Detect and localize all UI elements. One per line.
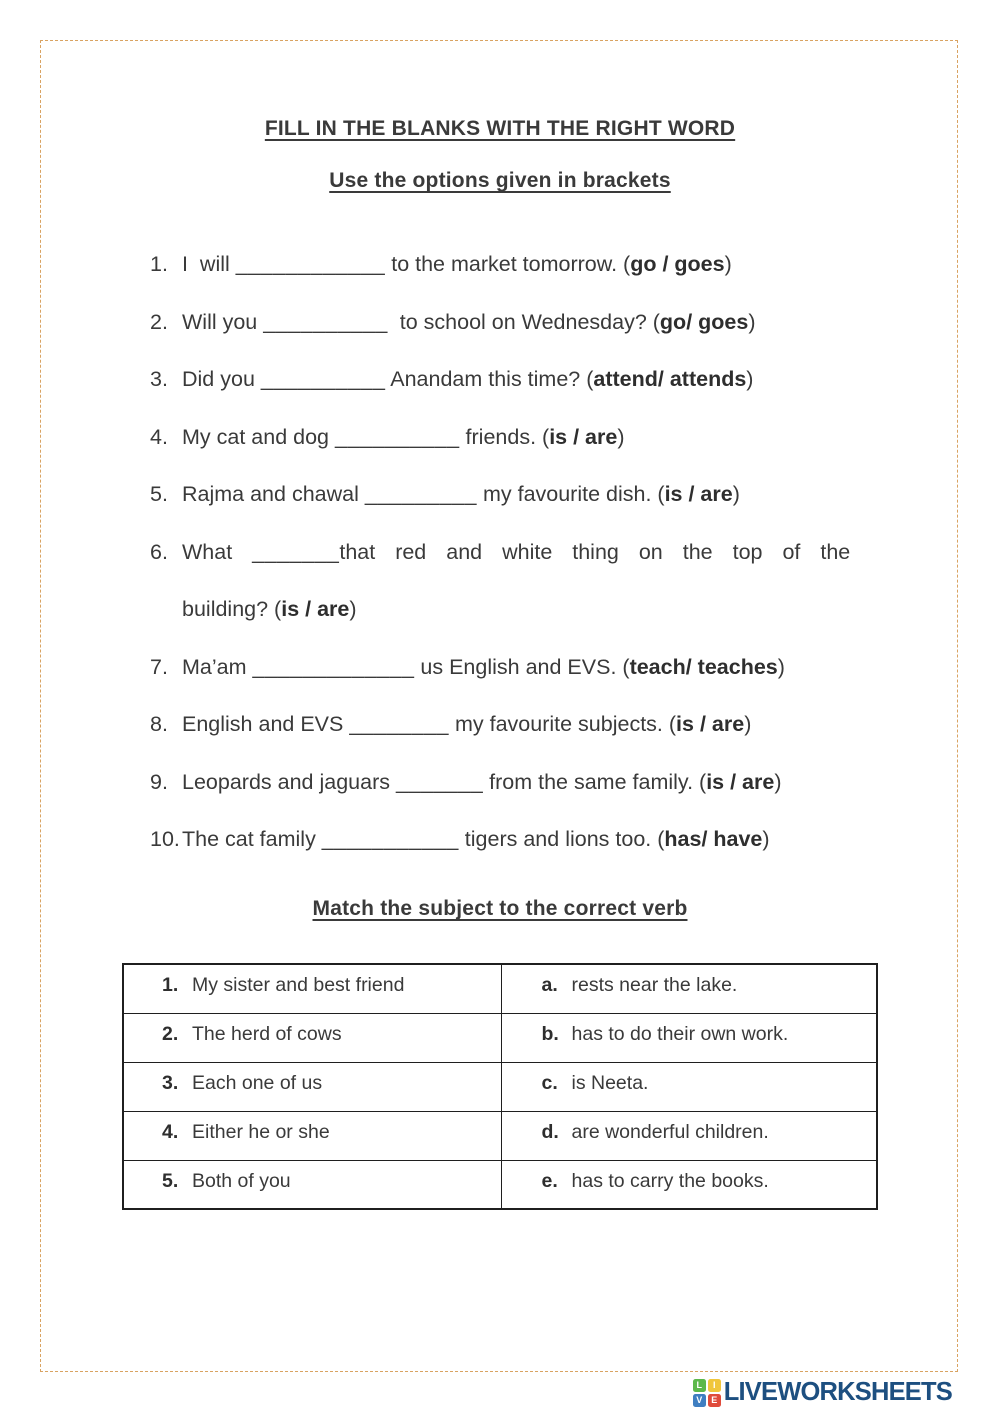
item-options: is / are — [706, 769, 775, 794]
verb-cell[interactable] — [501, 1062, 877, 1111]
item-options: has/ have — [664, 827, 763, 851]
item-options: is / are — [281, 597, 350, 621]
item-close-paren: ) — [617, 424, 625, 449]
answer-blank[interactable]: _________ — [364, 482, 477, 506]
row-number: 1. — [162, 974, 179, 996]
item-text-after: tigers and lions too. ( — [458, 827, 665, 851]
item-options: go / goes — [630, 252, 725, 276]
fill-item-9 — [150, 754, 884, 812]
answer-blank[interactable]: ___________ — [321, 827, 459, 851]
table-row — [123, 1111, 877, 1160]
verb-text: are wonderful children. — [571, 1120, 769, 1143]
item-close-paren: ) — [732, 482, 740, 506]
item-number: 3. — [150, 367, 168, 391]
fill-item-10 — [150, 811, 884, 869]
table-row — [123, 1013, 877, 1062]
match-table — [122, 963, 878, 1210]
answer-blank[interactable]: _____________ — [252, 654, 415, 679]
item-text-after: my favourite dish. ( — [476, 482, 665, 506]
item-text-after-line1: that red and white thing on the top of the — [339, 539, 851, 564]
fill-in-section — [150, 236, 884, 869]
verb-cell[interactable] — [501, 1111, 877, 1160]
answer-blank[interactable]: __________ — [334, 424, 460, 449]
logo-tile-i: I — [708, 1379, 721, 1392]
verb-cell[interactable] — [501, 1160, 877, 1209]
item-close-paren: ) — [746, 367, 754, 391]
item-text-before: What — [182, 539, 253, 564]
row-letter: e. — [541, 1169, 558, 1192]
row-letter: d. — [541, 1120, 559, 1143]
item-text-before: Will you — [182, 309, 264, 334]
row-number: 3. — [162, 1071, 179, 1094]
logo-tile-v: V — [693, 1394, 706, 1407]
worksheet-title: FILL IN THE BLANKS WITH THE RIGHT WORD — [264, 117, 736, 140]
item-close-paren: ) — [349, 597, 357, 621]
answer-blank[interactable]: ________ — [349, 712, 450, 736]
fill-item-4 — [150, 409, 884, 467]
row-letter: a. — [541, 974, 558, 996]
answer-blank[interactable]: ____________ — [235, 252, 386, 276]
item-text-before: Leopards and jaguars — [182, 769, 396, 794]
item-close-paren: ) — [762, 827, 770, 851]
brand-name: LIVEWORKSHEETS — [723, 1378, 952, 1406]
item-text-before: My cat and dog — [182, 424, 335, 449]
logo-tile-e: E — [708, 1394, 721, 1407]
item-text-before: The cat family — [182, 827, 322, 851]
item-text-after: us English and EVS. ( — [414, 654, 630, 679]
verb-cell[interactable] — [501, 964, 877, 1013]
item-number: 1. — [150, 252, 168, 276]
subject-cell[interactable] — [123, 964, 501, 1013]
verb-cell[interactable] — [501, 1013, 877, 1062]
item-number: 6. — [150, 539, 168, 564]
item-text-after: to the market tomorrow. ( — [385, 252, 631, 276]
item-text-after-line2: building? ( — [182, 597, 282, 621]
item-number: 9. — [150, 769, 168, 794]
item-options: attend/ attends — [593, 367, 747, 391]
match-section-heading: Match the subject to the correct verb — [312, 897, 688, 920]
item-text-before: Ma’am — [182, 654, 253, 679]
item-number: 7. — [150, 654, 168, 679]
fill-item-8 — [150, 696, 884, 754]
item-text-after: to school on Wednesday? ( — [387, 309, 660, 334]
answer-blank[interactable]: _______ — [395, 769, 484, 794]
item-close-paren: ) — [748, 309, 756, 334]
item-number: 4. — [150, 424, 168, 449]
verb-text: rests near the lake. — [571, 974, 738, 996]
table-row — [123, 1160, 877, 1209]
item-text-after: my favourite subjects. ( — [449, 712, 677, 736]
item-options: is / are — [664, 482, 733, 506]
verb-text: has to do their own work. — [571, 1022, 789, 1045]
item-text-before: English and EVS — [182, 712, 350, 736]
item-close-paren: ) — [774, 769, 782, 794]
subject-text: Either he or she — [192, 1120, 330, 1143]
item-number: 2. — [150, 309, 168, 334]
item-close-paren: ) — [777, 654, 785, 679]
verb-text: is Neeta. — [571, 1071, 649, 1094]
fill-item-1 — [150, 236, 884, 294]
item-number: 5. — [150, 482, 168, 506]
item-options: is / are — [549, 424, 618, 449]
item-number: 8. — [150, 712, 168, 736]
item-text-after: friends. ( — [459, 424, 550, 449]
answer-blank[interactable]: __________ — [263, 309, 388, 334]
item-close-paren: ) — [724, 252, 732, 276]
fill-item-5 — [150, 466, 884, 524]
item-text-before: I will — [182, 252, 236, 276]
liveworksheets-logo-link[interactable] — [693, 1378, 952, 1407]
liveworksheets-icon — [693, 1379, 721, 1407]
item-options: go/ goes — [659, 309, 749, 334]
item-text-after: Anandam this time? ( — [385, 367, 594, 391]
row-letter: c. — [541, 1071, 558, 1094]
subject-text: The herd of cows — [192, 1022, 342, 1045]
item-options: is / are — [676, 712, 745, 736]
verb-text: has to carry the books. — [571, 1169, 769, 1192]
answer-blank[interactable]: __________ — [260, 367, 386, 391]
row-number: 5. — [162, 1169, 179, 1192]
item-text-before: Rajma and chawal — [182, 482, 365, 506]
item-number: 10. — [150, 827, 180, 851]
subject-cell[interactable] — [123, 1062, 501, 1111]
fill-item-7 — [150, 639, 884, 697]
row-number: 4. — [162, 1120, 179, 1143]
subject-text: Each one of us — [192, 1071, 323, 1094]
item-text-after: from the same family. ( — [483, 769, 707, 794]
fill-item-3 — [150, 351, 884, 409]
fill-item-6 — [150, 524, 884, 639]
subject-cell[interactable] — [123, 1111, 501, 1160]
subject-cell[interactable] — [123, 1013, 501, 1062]
answer-blank[interactable]: _______ — [252, 539, 340, 564]
subject-cell[interactable] — [123, 1160, 501, 1209]
item-options: teach/ teaches — [629, 654, 778, 679]
worksheet-subtitle: Use the options given in brackets — [329, 169, 671, 192]
fill-item-2 — [150, 294, 884, 352]
subject-text: My sister and best friend — [192, 974, 405, 996]
row-number: 2. — [162, 1022, 179, 1045]
table-row — [123, 964, 877, 1013]
table-row — [123, 1062, 877, 1111]
item-close-paren: ) — [744, 712, 752, 736]
logo-tile-l: L — [693, 1379, 706, 1392]
row-letter: b. — [541, 1022, 559, 1045]
item-text-before: Did you — [182, 367, 261, 391]
subject-text: Both of you — [192, 1169, 291, 1192]
